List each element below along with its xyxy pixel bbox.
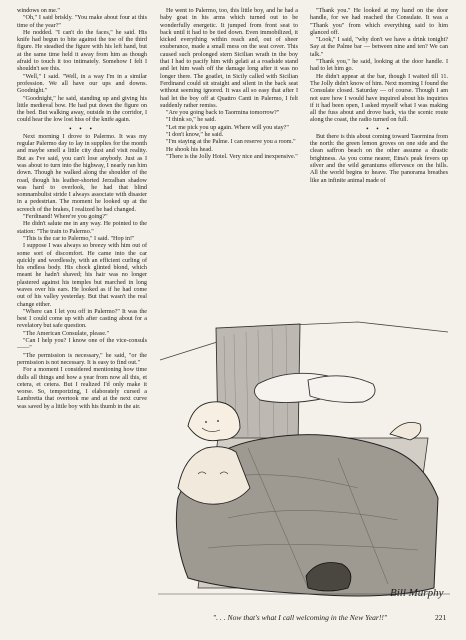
paragraph: He nodded. "I can't do the faces," he said. His knife had begun to bite against the toe of the third figure. He steadied the figure with his left hand, but at the same time held it away from him as though afraid to touch it too intimately. Somehow I felt I shouldn't see this. xyxy=(17,29,147,73)
woman-hair xyxy=(188,402,240,441)
paragraph: "Oh," I said briskly. "You make about four at this time of the year?" xyxy=(17,15,147,29)
paragraph: He went to Palermo, too, this little boy, and he had a baby goat in his arms which turned out to be wonderfully energetic. It jumped from front seat to back until it had to be tied down. Even immobilized, it kicked everything within reach and, out of sheer exuberance, made a small mess on the seat cover. This caused such prolonged stern Sicilian wrath in the boy that I had to pacify him with gelati at a roadside stand and let him wash off the damage long after it was no longer there. The goatlet, in Sicily called with Sicilian Ferdinand could sit straight and silent in the back seat without seeming ignored. It was all so easy that after I had let the boy off at Quattro Canti in Palermo, I felt suddenly rather remiss. xyxy=(160,8,298,109)
paragraph: "This is the car to Palermo," I said. "Hop in!" xyxy=(23,235,135,242)
feet-under-blanket xyxy=(390,422,421,440)
page-number: 221 xyxy=(435,613,447,622)
paragraph: "The permission is necessary," he said, "or the permission is not necessary. It is easy to find out." xyxy=(17,352,147,366)
paragraph: "Well," I said. "Well, in a way I'm in a similar profession. We all have our ups and downs. Goodnight." xyxy=(17,73,147,95)
cartoon-caption: ". . . Now that's what I call welcoming in the New Year!!" xyxy=(212,613,388,622)
paragraph: "Thank you," he said, looking at the door handle. I had to let him go. xyxy=(310,59,448,73)
paragraph: "I don't know," he said. xyxy=(166,132,224,139)
paragraph: windows on me." xyxy=(17,8,60,14)
paragraph: Next morning I drove to Palermo. It was my regular Palermo day to lay in supplies for the month and maybe smell a little city dust and visit reality. But as I've said, you can't lose anybody. Just as I was about to turn into the highway, I nearly ran him down. Though he walked along the shoulder of the road, though his leather-shorted Jerzalban shadow was hard to overlook, he had that blind somnambulist stride I always associate with disaster in a pedestrian. The moment he looked up at the screech of the brakes, I realized he had changed. xyxy=(17,133,147,213)
paragraph: "There is the Jolly Hotel. Very nice and inexpensive." xyxy=(166,153,298,160)
paragraph: But there is this about coming toward Taormina from the north: the green lemon groves on one side and the clean saffron beach on the other assume a drastic brightness. As you come nearer, Etna's peak fevers up silver and the wild geraniums effervesce on the hills. All the world begins to heave. The panorama breathes like an infinite animal made of xyxy=(310,133,448,184)
paragraph: "Can I help you? I know one of the vice-consuls ——" xyxy=(17,338,147,352)
paragraph: He didn't appear at the bar, though I waited till 11. The Jolly didn't know of him. Next morning I found the Consulate closed. Saturday — of course. Though I am not sure how I would have inquired about his inquiries if it had been open, I asked myself what I was making all the fuss about and drove back, via the scenic route along the coast, the radio turned on full. xyxy=(310,73,448,124)
text-column-3 xyxy=(310,8,448,290)
paragraph: I suppose I was always so breezy with him out of some sort of discomfort. He came into the car quickly and wordlessly, with an efficient curling of his endless body. His chock glinted blond, which meant he hadn't shaved; his hair was no longer plastered against his temples but marched in long waves over his ears. He looked as if he had come out of his valley yesterday. But that wasn't the real change either. xyxy=(17,243,147,308)
paragraph: "Ferdinand! Where're you going?" xyxy=(23,214,108,221)
paragraph: "Goodnight," he said, standing up and giving his little medieval bow. He had put down the figure on the bed. But walking away, outside in the corridor, I could hear the low lost hiss of the knife again. xyxy=(17,95,147,124)
paragraph: "The American Consulate, please." xyxy=(23,330,110,337)
paragraph: He shook his head. xyxy=(166,146,213,153)
room-wall-lines xyxy=(160,322,448,360)
section-break: • • • xyxy=(366,124,392,133)
paragraph: "Thank you." He looked at my hand on the door handle, for we had reached the Consulate. It was a "Thank you" from which everything said to him glanced off. xyxy=(310,8,448,36)
paragraph: He didn't salute me in any way. He pointed to the station: "The train to Palermo." xyxy=(17,221,147,235)
paragraph: "Where can I let you off in Palermo?" It was the best I could come up with after casting about for a revelatory but safe question. xyxy=(17,308,147,330)
cartoon-illustration xyxy=(158,288,450,606)
paragraph: "Look," I said, "why don't we have a drink tonight? Say at the Palme bar — between nine and ten? We can talk." xyxy=(310,37,448,58)
section-break: • • • xyxy=(69,124,95,133)
paragraph: For a moment I considered mentioning how time dulls all things and how a year from now all this, et cetera, et cetera. But I realized I'd only make it worse. So, temporizing, I elaborately cursed a Lambretta that overtook me and at the next curve was saved by a little boy with his thumb in the air. xyxy=(17,367,147,410)
artist-signature: Bill Murphy xyxy=(390,587,444,599)
text-column-2 xyxy=(160,8,298,290)
paragraph: "I'm staying at the Palme. I can reserve you a room." xyxy=(166,139,296,146)
paragraph: "Let me pick you up again. Where will you stay?" xyxy=(166,124,289,131)
paragraph: "I think so," he said. xyxy=(166,117,217,124)
paragraph: "Are you going back to Taormina tomorrow?" xyxy=(166,110,280,117)
text-column-1 xyxy=(17,8,147,636)
